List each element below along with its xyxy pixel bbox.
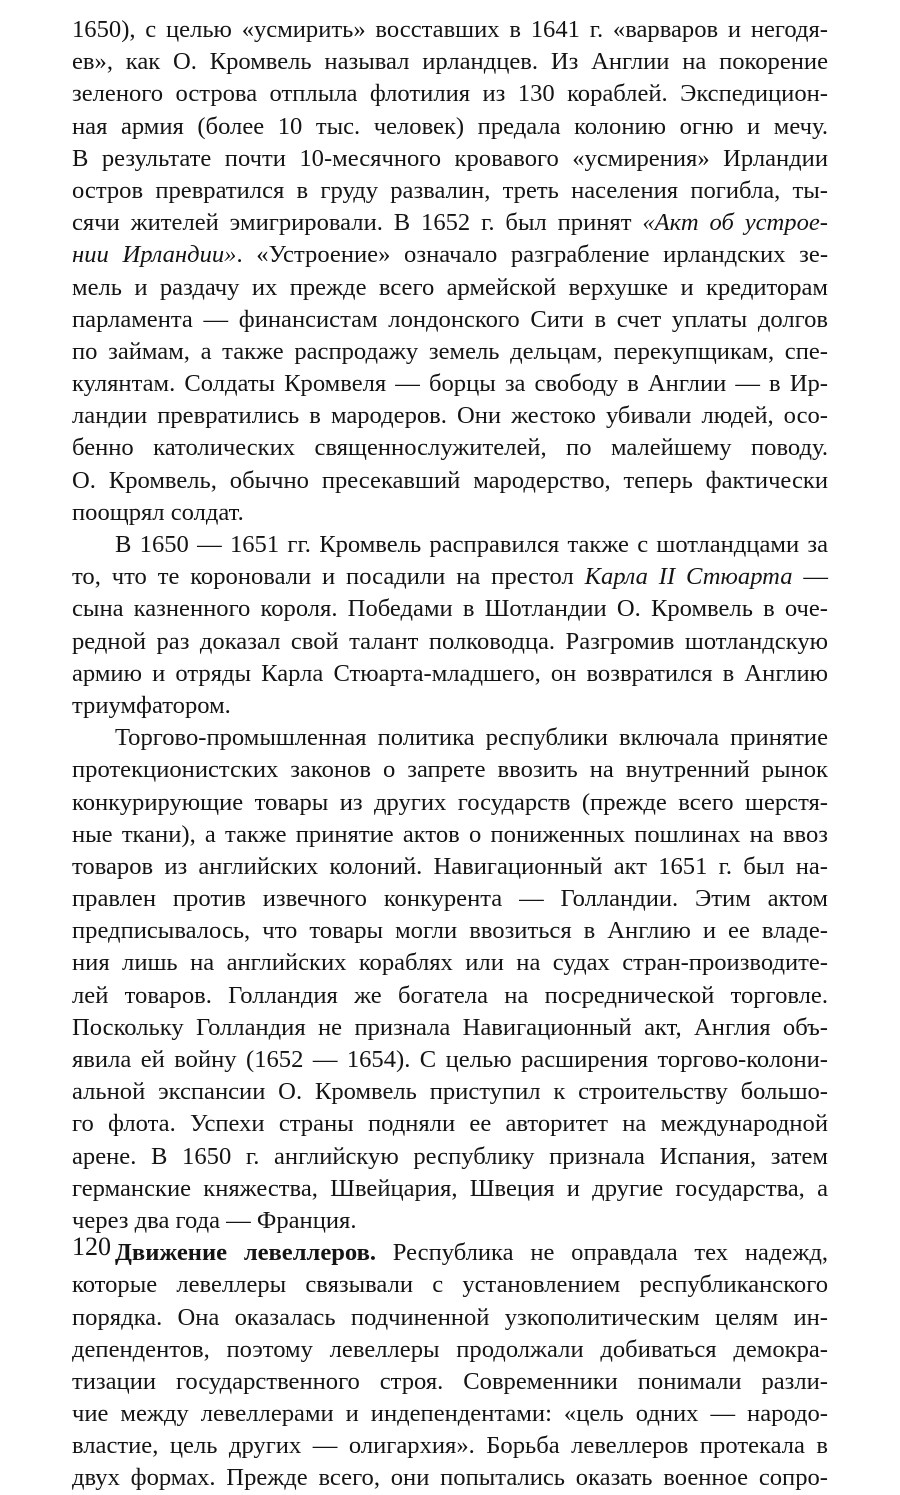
paragraph-ireland-conquest	[72, 14, 828, 529]
book-page-text	[72, 14, 828, 1495]
text-line: депендентов, поэтому левеллеры продолжали добиваться демокра-	[72, 1335, 828, 1363]
text-line: явила ей войну (1652 — 1654). С целью расширения торгово-колони-	[72, 1046, 828, 1073]
text-line: властие, цель других — олигархия». Борьба левеллеров протекала в	[72, 1432, 828, 1460]
text-line: ландии превратились в мародеров. Они жестоко убивали людей, осо-	[72, 402, 828, 430]
text-line: 1650), с целью «усмирить» восставших в 1641 г. «варваров и негодя-	[72, 16, 828, 43]
text-line: которые левеллеры связывали с установлением республиканского	[72, 1271, 828, 1299]
text-line: правлен против извечного конкурента — Голландии. Этим актом	[72, 885, 828, 913]
text-line: ния лишь на английских кораблях или на судах стран-производите-	[72, 949, 828, 977]
text-line: армию и отряды Карла Стюарта-младшего, он возвратился в Англию	[72, 659, 828, 687]
text-line: предписывалось, что товары могли ввозиться в Англию и ее владе-	[72, 917, 828, 945]
text-line-with-italic	[72, 239, 828, 271]
text-line: порядка. Она оказалась подчиненной узкополитическим целям ин-	[72, 1303, 828, 1331]
text-line: редной раз доказал свой талант полководца. Разгромив шотландскую	[72, 627, 828, 655]
text-line: ная армия (более 10 тыс. человек) предала колонию огню и мечу.	[72, 112, 828, 140]
text-fragment: —	[792, 563, 828, 591]
paragraph-scotland	[72, 529, 828, 722]
text-line: протекционистских законов о запрете ввозить на внутренний рынок	[72, 756, 828, 784]
text-line: В результате почти 10-месячного кровавого «усмирения» Ирландии	[72, 144, 828, 172]
text-line: товаров из английских колоний. Навигационный акт 1651 г. был на-	[72, 852, 828, 880]
text-line: германские княжества, Швейцария, Швеция и другие государства, а	[72, 1174, 828, 1202]
act-title-italic: «Акт об устрое-	[642, 209, 828, 237]
text-line: кулянтам. Солдаты Кромвеля — борцы за свободу в Англии — в Ир-	[72, 370, 828, 398]
text-line: через два года — Франция.	[72, 1206, 357, 1234]
text-line-with-heading	[72, 1237, 828, 1269]
king-name-italic: Карла II Стюарта	[584, 563, 793, 591]
text-line: бенно католических священнослужителей, по малейшему поводу.	[72, 434, 828, 462]
text-line: ев», как О. Кромвель называл ирландцев. Из Англии на покорение	[72, 48, 828, 76]
text-line: парламента — финансистам лондонского Сити в счет уплаты долгов	[72, 305, 828, 333]
text-line: арене. В 1650 г. английскую республику признала Испания, затем	[72, 1142, 828, 1170]
section-heading: Движение левеллеров.	[115, 1239, 377, 1267]
text-line: В 1650 — 1651 гг. Кромвель расправился также с шотландцами за	[115, 531, 828, 558]
text-line: сына казненного короля. Победами в Шотландии О. Кромвель в оче-	[72, 595, 828, 623]
text-line: альной экспансии О. Кромвель приступил к строительству большо-	[72, 1078, 828, 1106]
text-line: Торгово-промышленная политика республики включала принятие	[115, 724, 828, 752]
act-title-italic: нии Ирландии»	[72, 241, 237, 269]
text-line-with-italic	[72, 207, 828, 239]
paragraph-levellers	[72, 1237, 828, 1495]
text-line: ные ткани), а также принятие актов о пониженных пошлинах на ввоз	[72, 820, 828, 848]
text-fragment: сячи жителей эмигрировали. В 1652 г. был принят	[72, 209, 643, 237]
text-line: остров превратился в груду развалин, треть населения погибла, ты-	[72, 176, 828, 204]
text-line: поощрял солдат.	[72, 498, 244, 526]
text-fragment: . «Устроение» означало разграбление ирландских зе-	[236, 241, 829, 269]
text-line: лей товаров. Голландия же богатела на посреднической торговле.	[72, 981, 828, 1009]
text-line: двух формах. Прежде всего, они попытались оказать военное сопро-	[72, 1464, 828, 1492]
text-line: О. Кромвель, обычно пресекавший мародерство, теперь фактически	[72, 466, 828, 494]
text-line: мель и раздачу их прежде всего армейской верхушке и кредиторам	[72, 273, 828, 301]
text-line-with-italic	[72, 561, 828, 593]
text-fragment: то, что те короновали и посадили на престол	[72, 563, 585, 591]
text-fragment: Республика не оправдала тех надежд,	[376, 1239, 828, 1267]
text-line: по займам, а также распродажу земель дельцам, перекупщикам, спе-	[72, 337, 828, 365]
page-number: 120	[72, 1232, 111, 1261]
text-line: Поскольку Голландия не признала Навигационный акт, Англия объ-	[72, 1013, 828, 1041]
text-line: чие между левеллерами и индепендентами: «цель одних — народо-	[72, 1400, 828, 1428]
text-line: го флота. Успехи страны подняли ее авторитет на международной	[72, 1110, 828, 1138]
paragraph-trade-policy	[72, 722, 828, 1237]
text-line: триумфатором.	[72, 691, 231, 719]
text-line: конкурирующие товары из других государств (прежде всего шерстя-	[72, 788, 828, 816]
text-line: зеленого острова отплыла флотилия из 130 кораблей. Экспедицион-	[72, 80, 828, 108]
text-line: тизации государственного строя. Современники понимали разли-	[72, 1367, 828, 1395]
